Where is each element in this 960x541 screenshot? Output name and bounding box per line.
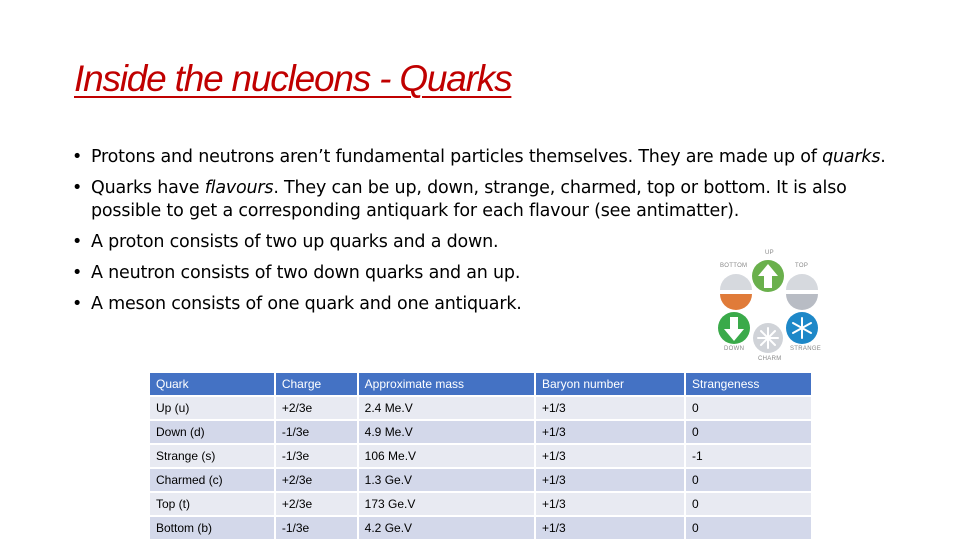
bottom-half-circle-icon bbox=[720, 274, 752, 310]
slide-title: Inside the nucleons - Quarks bbox=[74, 58, 512, 99]
snowflake-icon bbox=[786, 312, 818, 344]
table-cell: +2/3e bbox=[276, 397, 357, 419]
table-header-row bbox=[150, 373, 811, 395]
table-cell: Bottom (b) bbox=[150, 517, 274, 539]
table-cell: -1/3e bbox=[276, 517, 357, 539]
table-cell: +2/3e bbox=[276, 469, 357, 491]
table-cell: 1.3 Ge.V bbox=[359, 469, 534, 491]
table-cell: Strange (s) bbox=[150, 445, 274, 467]
table-row bbox=[150, 421, 811, 443]
table-row bbox=[150, 397, 811, 419]
top-half-circle-icon bbox=[786, 274, 818, 310]
table-cell: -1/3e bbox=[276, 421, 357, 443]
table-row bbox=[150, 517, 811, 539]
up-label: UP bbox=[765, 250, 774, 256]
down-arrow-icon bbox=[718, 312, 750, 344]
strange-label: STRANGE bbox=[790, 346, 822, 352]
table-cell: +1/3 bbox=[536, 421, 684, 443]
table-cell: Charmed (c) bbox=[150, 469, 274, 491]
table-cell: 0 bbox=[686, 517, 811, 539]
table-cell: +1/3 bbox=[536, 445, 684, 467]
column-header-charge: Charge bbox=[276, 373, 357, 395]
table-cell: 0 bbox=[686, 469, 811, 491]
table-cell: 0 bbox=[686, 493, 811, 515]
bottom-label: BOTTOM bbox=[720, 263, 748, 269]
bullet-item: • Protons and neutrons aren’t fundamental particles themselves. They are made up of quarks. bbox=[72, 146, 902, 169]
column-header-baryon-number: Baryon number bbox=[536, 373, 684, 395]
table-cell: 106 Me.V bbox=[359, 445, 534, 467]
column-header-mass: Approximate mass bbox=[359, 373, 534, 395]
up-arrow-icon bbox=[752, 260, 784, 292]
table-cell: 173 Ge.V bbox=[359, 493, 534, 515]
table-cell: Down (d) bbox=[150, 421, 274, 443]
table-row bbox=[150, 493, 811, 515]
bullet-item: • A neutron consists of two down quarks and an up. bbox=[72, 262, 902, 285]
table-cell: +2/3e bbox=[276, 493, 357, 515]
table-cell: +1/3 bbox=[536, 517, 684, 539]
bullet-item: • A proton consists of two up quarks and a down. bbox=[72, 231, 902, 254]
table-cell: Up (u) bbox=[150, 397, 274, 419]
starburst-icon bbox=[753, 323, 783, 353]
table-cell: +1/3 bbox=[536, 397, 684, 419]
down-label: DOWN bbox=[724, 346, 745, 352]
table-cell: Top (t) bbox=[150, 493, 274, 515]
table-cell: +1/3 bbox=[536, 493, 684, 515]
table-cell: 0 bbox=[686, 397, 811, 419]
bullet-item: • A meson consists of one quark and one antiquark. bbox=[72, 293, 902, 316]
table-cell: +1/3 bbox=[536, 469, 684, 491]
table-cell: 2.4 Me.V bbox=[359, 397, 534, 419]
table-cell: -1/3e bbox=[276, 445, 357, 467]
quark-flavour-diagram bbox=[712, 246, 832, 368]
top-label: TOP bbox=[795, 263, 809, 269]
column-header-strangeness: Strangeness bbox=[686, 373, 811, 395]
table-cell: -1 bbox=[686, 445, 811, 467]
bullet-item: • Quarks have flavours. They can be up, down, strange, charmed, top or bottom. It is also possible to get a corresponding antiquark for each flavour (see antimatter). bbox=[72, 177, 902, 223]
quark-properties-table bbox=[148, 371, 813, 541]
table-cell: 0 bbox=[686, 421, 811, 443]
table-row bbox=[150, 469, 811, 491]
table-row bbox=[150, 445, 811, 467]
table-cell: 4.2 Ge.V bbox=[359, 517, 534, 539]
table-cell: 4.9 Me.V bbox=[359, 421, 534, 443]
column-header-quark: Quark bbox=[150, 373, 274, 395]
charm-label: CHARM bbox=[758, 356, 782, 362]
